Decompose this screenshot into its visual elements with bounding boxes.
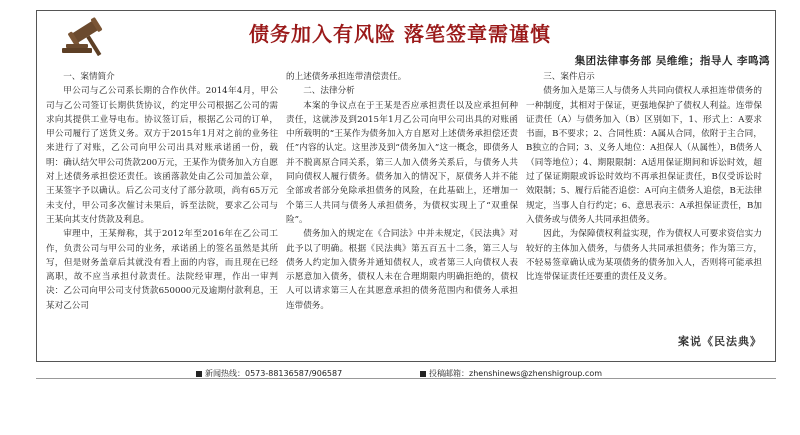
paragraph: 的上述债务承担连带清偿责任。 bbox=[286, 72, 407, 82]
paragraph: 债务加入是第三人与债务人共同向债权人承担连带债务的一种制度，其相对于保证，更强地保护了债权人利益。连带保证责任（A）与债务加入（B）区别如下，1、形式上：A要求书面，B不要求；2、合同性质：A属从合同，依附于主合同，B独立的合同；3、义务人地位：A担保人（从属性），B债务人（同等地位）；4、期限限制：A适用保证期间和诉讼时效，超过了保证期限或诉讼时效均不再承担保证责任，B仅受诉讼时效限制；5、履行后能否追偿：A可向主债务人追偿，B无法律规定，当事人自行约定；6、意思表示：A承担保证责任，B加入债务或与债务人共同承担债务。 bbox=[526, 86, 762, 225]
square-bullet-icon bbox=[420, 371, 426, 377]
column-case-insights bbox=[526, 70, 762, 284]
email-label: 投稿邮箱： bbox=[429, 369, 469, 378]
section-heading: 一、案情简介 bbox=[63, 72, 115, 82]
paragraph: 本案的争议点在于王某是否应承担责任以及应承担何种责任，这就涉及到2015年1月乙公司向甲公司出具的对账函中所载明的“王某作为债务加入方自愿对上述债务承担偿还责任”内容的认定。这里涉及到“债务加入”这一概念，即债务人并不脱离原合同关系，第三人加入债务关系后，与债务人共同向债权人履行债务。债务加入的情况下，原债务人并不能全部或者部分免除承担债务的风险，在此基础上，还增加一个第三人共同与债务人承担债务，为债权实现上了“双重保险”。 bbox=[286, 100, 518, 225]
paragraph: 因此，为保障债权利益实现，作为债权人可要求资信实力较好的主体加入债务，与债务人共同承担债务；作为第三方，不轻易签章确认成为某项债务的债务加入人，否则将可能承担比连带保证责任还要重的责任及义务。 bbox=[526, 229, 762, 283]
square-bullet-icon bbox=[196, 371, 202, 377]
hotline-value: 0573-88136587/906587 bbox=[245, 369, 343, 378]
paragraph: 甲公司与乙公司系长期的合作伙伴。2014年4月，甲公司与乙公司签订长期供货协议，约定甲公司根据乙公司的需求向其提供工业导电布。协议签订后，根据乙公司的订单，甲公司履行了送货义务。双方于2015年1月对之前的业务往来进行了对账，乙公司向甲公司出具对账承诺函一份，载明：确认结欠甲公司货款200万元，王某作为债务加入方自愿对上述债务承担偿还责任。该函落款处由乙公司加盖公章，王某签字予以确认。后乙公司支付了部分款项，尚有65万元未支付，甲公司多次催讨未果后，诉至法院，要求乙公司与王某向其支付货款及利息。 bbox=[46, 86, 278, 225]
article-title: 债务加入有风险 落笔签章需谨慎 bbox=[249, 22, 551, 46]
column-legal-analysis bbox=[286, 70, 518, 313]
section-heading: 二、法律分析 bbox=[303, 86, 355, 97]
hotline-label: 新闻热线： bbox=[205, 369, 245, 378]
paragraph: 审理中，王某辩称，其于2012年至2016年在乙公司工作，负责公司与甲公司的业务，承诺函上的签名虽然是其所写，但是财务盖章后其就没有看上面的内容，而且现在已经离职，故不应当承担付款责任。法院经审理，作出一审判决：乙公司向甲公司支付货款650000元及逾期付款利息，王某对乙公司 bbox=[46, 229, 278, 311]
author-byline: 集团法律事务部 吴维维；指导人 李鸣鸿 bbox=[574, 55, 770, 67]
paragraph: 债务加入的规定在《合同法》中并未规定，《民法典》对此予以了明确。根据《民法典》第五百五十二条，第三人与债务人约定加入债务并通知债权人，或者第三人向债权人表示愿意加入债务，债权人未在合理期限内明确拒绝的，债权人可以请求第三人在其愿意承担的债务范围内和债务人承担连带债务。 bbox=[286, 229, 518, 311]
section-heading: 三、案件启示 bbox=[543, 72, 595, 82]
footer-divider bbox=[36, 378, 776, 379]
column-case-summary bbox=[46, 70, 278, 313]
column-source-label: 案说《民法典》 bbox=[678, 335, 762, 348]
email-value[interactable]: zhenshinews@zhenshigroup.com bbox=[469, 369, 603, 378]
